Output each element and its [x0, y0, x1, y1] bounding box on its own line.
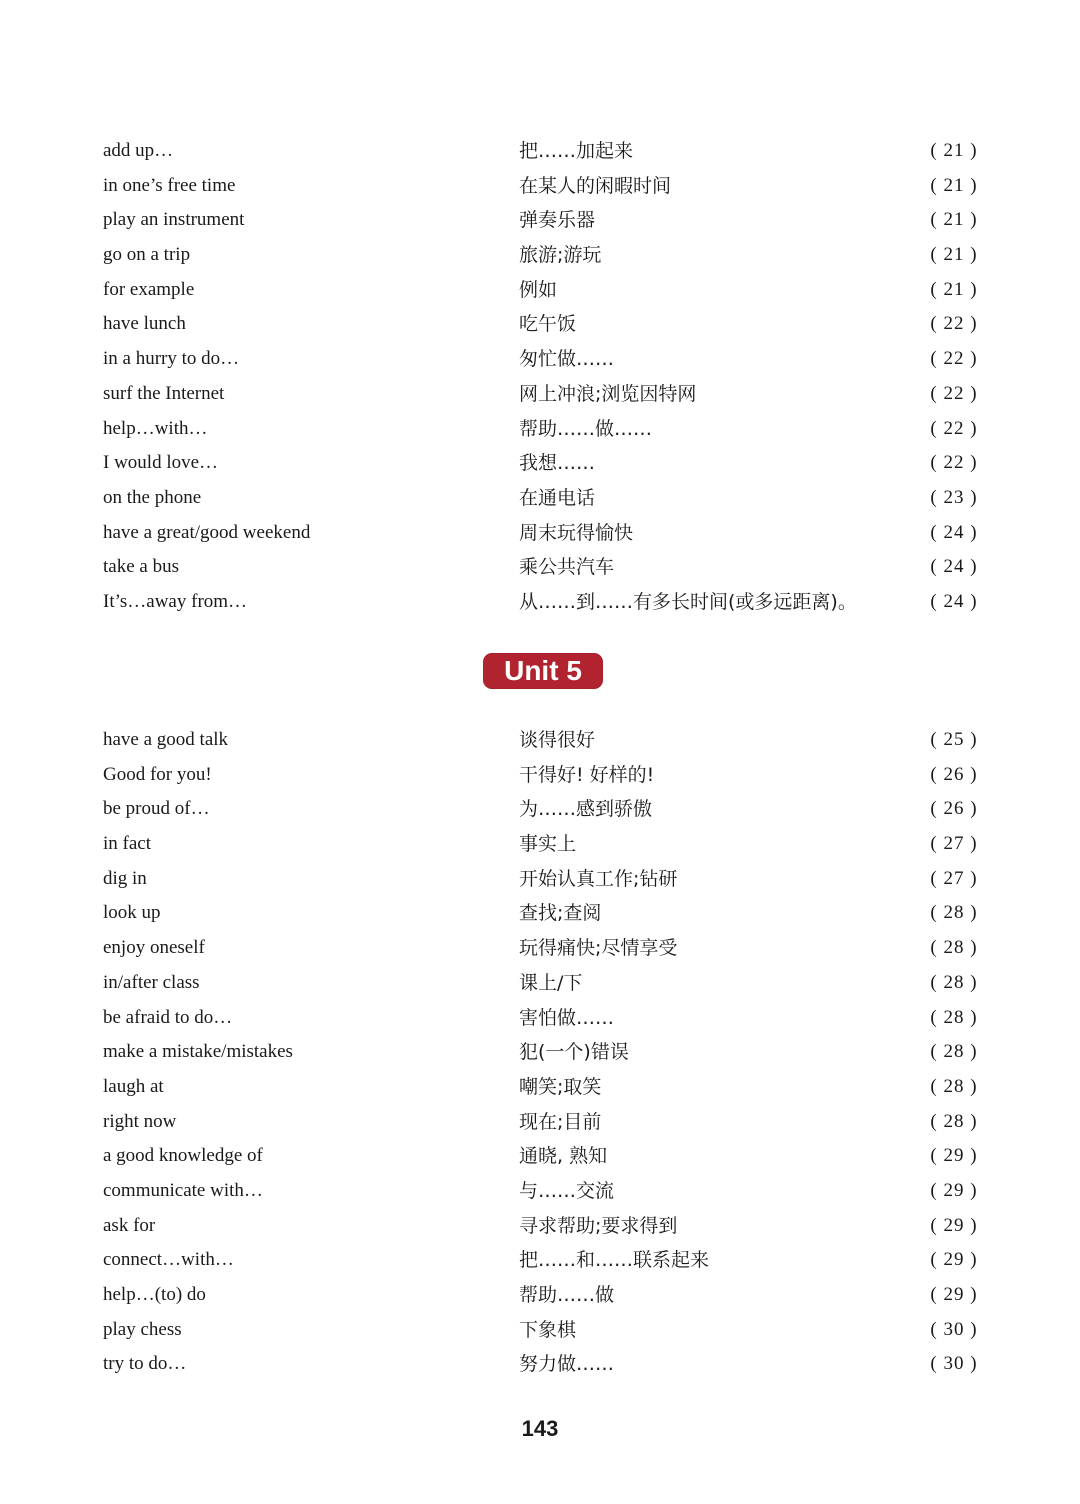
page-reference: ( 21 )	[930, 174, 978, 196]
page-reference: ( 28 )	[930, 971, 978, 993]
chinese-meaning: 与……交流	[519, 1179, 615, 1202]
english-phrase: ask for	[103, 1214, 156, 1236]
page-reference: ( 29 )	[930, 1284, 978, 1305]
vocab-row	[0, 238, 1080, 273]
english-phrase: enjoy oneself	[103, 937, 205, 959]
chinese-meaning: 事实上	[519, 833, 577, 856]
chinese-meaning: 网上冲浪;浏览因特网	[519, 382, 697, 405]
vocab-row	[0, 931, 1080, 966]
english-phrase: in fact	[103, 833, 152, 855]
chinese-meaning: 在通电话	[519, 486, 596, 509]
vocab-row	[0, 792, 1080, 827]
chinese-meaning: 为……感到骄傲	[519, 798, 653, 821]
chinese-meaning: 查找;查阅	[519, 902, 602, 925]
english-phrase: in one’s free time	[103, 174, 236, 196]
english-phrase: It’s…away from…	[103, 590, 248, 612]
chinese-meaning: 把……和……联系起来	[519, 1249, 710, 1272]
vocab-row	[0, 412, 1080, 447]
english-phrase: try to do…	[103, 1353, 187, 1375]
chinese-meaning: 例如	[519, 278, 558, 301]
vocab-row	[0, 134, 1080, 169]
vocab-row	[0, 1209, 1080, 1244]
vocab-row	[0, 446, 1080, 481]
page-reference: ( 25 )	[930, 729, 978, 750]
chinese-meaning: 我想……	[519, 452, 596, 475]
vocab-row	[0, 896, 1080, 931]
english-phrase: go on a trip	[103, 244, 191, 266]
chinese-meaning: 周末玩得愉快	[519, 521, 634, 544]
vocab-row	[0, 377, 1080, 412]
chinese-meaning: 匆忙做……	[519, 348, 615, 371]
page-reference: ( 26 )	[930, 763, 978, 785]
chinese-meaning: 谈得很好	[519, 729, 596, 751]
english-phrase: be proud of…	[103, 798, 210, 820]
page-reference: ( 24 )	[930, 590, 978, 612]
vocab-row	[0, 1070, 1080, 1105]
chinese-meaning: 乘公共汽车	[519, 556, 615, 579]
vocab-row	[0, 1278, 1080, 1313]
vocab-row	[0, 1001, 1080, 1036]
vocab-row	[0, 307, 1080, 342]
chinese-meaning: 嘲笑;取笑	[519, 1075, 602, 1098]
page-reference: ( 24 )	[930, 556, 978, 578]
page-reference: ( 24 )	[930, 521, 978, 543]
page-reference: ( 29 )	[930, 1179, 978, 1201]
vocab-row	[0, 585, 1080, 620]
chinese-meaning: 通晓, 熟知	[519, 1145, 608, 1168]
page-reference: ( 28 )	[930, 1075, 978, 1097]
vocab-row	[0, 1174, 1080, 1209]
vocab-row	[0, 1347, 1080, 1382]
page-reference: ( 22 )	[930, 382, 978, 404]
vocab-row	[0, 1105, 1080, 1140]
page-number: 143	[521, 1416, 559, 1441]
chinese-meaning: 犯(一个)错误	[519, 1041, 629, 1064]
chinese-meaning: 旅游;游玩	[519, 244, 602, 267]
vocab-row	[0, 1035, 1080, 1070]
vocab-row	[0, 342, 1080, 377]
page-reference: ( 22 )	[930, 348, 978, 370]
page-reference: ( 27 )	[930, 867, 978, 889]
vocab-row	[0, 966, 1080, 1001]
english-phrase: Good for you!	[103, 763, 212, 785]
page-reference: ( 21 )	[930, 244, 978, 266]
english-phrase: be afraid to do…	[103, 1006, 233, 1028]
vocab-row	[0, 723, 1080, 758]
english-phrase: have a good talk	[103, 729, 229, 750]
english-phrase: on the phone	[103, 486, 202, 508]
page-reference: ( 21 )	[930, 278, 978, 300]
english-phrase: right now	[103, 1110, 177, 1132]
chinese-meaning: 现在;目前	[519, 1110, 602, 1133]
english-phrase: help…with…	[103, 417, 208, 439]
page-reference: ( 29 )	[930, 1249, 978, 1271]
unit-5-header: Unit 5	[483, 653, 603, 689]
chinese-meaning: 把……加起来	[519, 140, 634, 162]
page-reference: ( 22 )	[930, 417, 978, 439]
english-phrase: play chess	[103, 1318, 182, 1340]
english-phrase: I would love…	[103, 452, 219, 474]
english-phrase: make a mistake/mistakes	[103, 1041, 293, 1063]
chinese-meaning: 努力做……	[519, 1353, 615, 1376]
english-phrase: add up…	[103, 140, 174, 161]
page-reference: ( 23 )	[930, 486, 978, 508]
vocab-row	[0, 1313, 1080, 1348]
page-reference: ( 21 )	[930, 209, 978, 231]
vocab-row	[0, 862, 1080, 897]
chinese-meaning: 寻求帮助;要求得到	[519, 1214, 678, 1237]
english-phrase: in/after class	[103, 971, 200, 993]
english-phrase: have lunch	[103, 313, 186, 335]
english-phrase: take a bus	[103, 556, 179, 578]
english-phrase: have a great/good weekend	[103, 521, 311, 543]
chinese-meaning: 帮助……做……	[519, 417, 653, 440]
chinese-meaning: 弹奏乐器	[519, 209, 596, 232]
english-phrase: laugh at	[103, 1075, 164, 1097]
chinese-meaning: 开始认真工作;钻研	[519, 867, 678, 890]
chinese-meaning: 在某人的闲暇时间	[519, 174, 672, 197]
page-reference: ( 28 )	[930, 1110, 978, 1132]
chinese-meaning: 从……到……有多长时间(或多远距离)。	[519, 590, 857, 613]
english-phrase: dig in	[103, 867, 147, 889]
vocab-row	[0, 550, 1080, 585]
page-reference: ( 30 )	[930, 1318, 978, 1340]
page-reference: ( 29 )	[930, 1214, 978, 1236]
page-reference: ( 28 )	[930, 1041, 978, 1063]
page-reference: ( 22 )	[930, 452, 978, 474]
chinese-meaning: 害怕做……	[519, 1006, 615, 1029]
chinese-meaning: 干得好! 好样的!	[519, 763, 655, 786]
english-phrase: look up	[103, 902, 161, 924]
english-phrase: connect…with…	[103, 1249, 234, 1271]
chinese-meaning: 课上/下	[519, 971, 583, 994]
chinese-meaning: 吃午饭	[519, 313, 577, 336]
page-reference: ( 22 )	[930, 313, 978, 335]
vocab-row	[0, 516, 1080, 551]
vocab-row	[0, 758, 1080, 793]
vocab-row	[0, 169, 1080, 204]
english-phrase: help…(to) do	[103, 1284, 206, 1305]
chinese-meaning: 帮助……做	[519, 1284, 615, 1306]
vocab-row	[0, 273, 1080, 308]
chinese-meaning: 下象棋	[519, 1318, 577, 1341]
vocabulary-list-unit-5	[0, 723, 1080, 1382]
vocab-row	[0, 827, 1080, 862]
page-reference: ( 27 )	[930, 833, 978, 855]
page-reference: ( 28 )	[930, 1006, 978, 1028]
vocabulary-list-top	[0, 134, 1080, 620]
page-reference: ( 21 )	[930, 140, 978, 161]
english-phrase: surf the Internet	[103, 382, 225, 404]
page-reference: ( 29 )	[930, 1145, 978, 1167]
page-reference: ( 28 )	[930, 937, 978, 959]
vocab-row	[0, 1243, 1080, 1278]
chinese-meaning: 玩得痛快;尽情享受	[519, 937, 678, 960]
english-phrase: a good knowledge of	[103, 1145, 263, 1167]
page-reference: ( 28 )	[930, 902, 978, 924]
english-phrase: for example	[103, 278, 195, 300]
english-phrase: play an instrument	[103, 209, 245, 231]
english-phrase: in a hurry to do…	[103, 348, 240, 370]
vocab-row	[0, 203, 1080, 238]
page-reference: ( 26 )	[930, 798, 978, 820]
english-phrase: communicate with…	[103, 1179, 263, 1201]
vocab-row	[0, 1139, 1080, 1174]
page-reference: ( 30 )	[930, 1353, 978, 1375]
vocab-row	[0, 481, 1080, 516]
